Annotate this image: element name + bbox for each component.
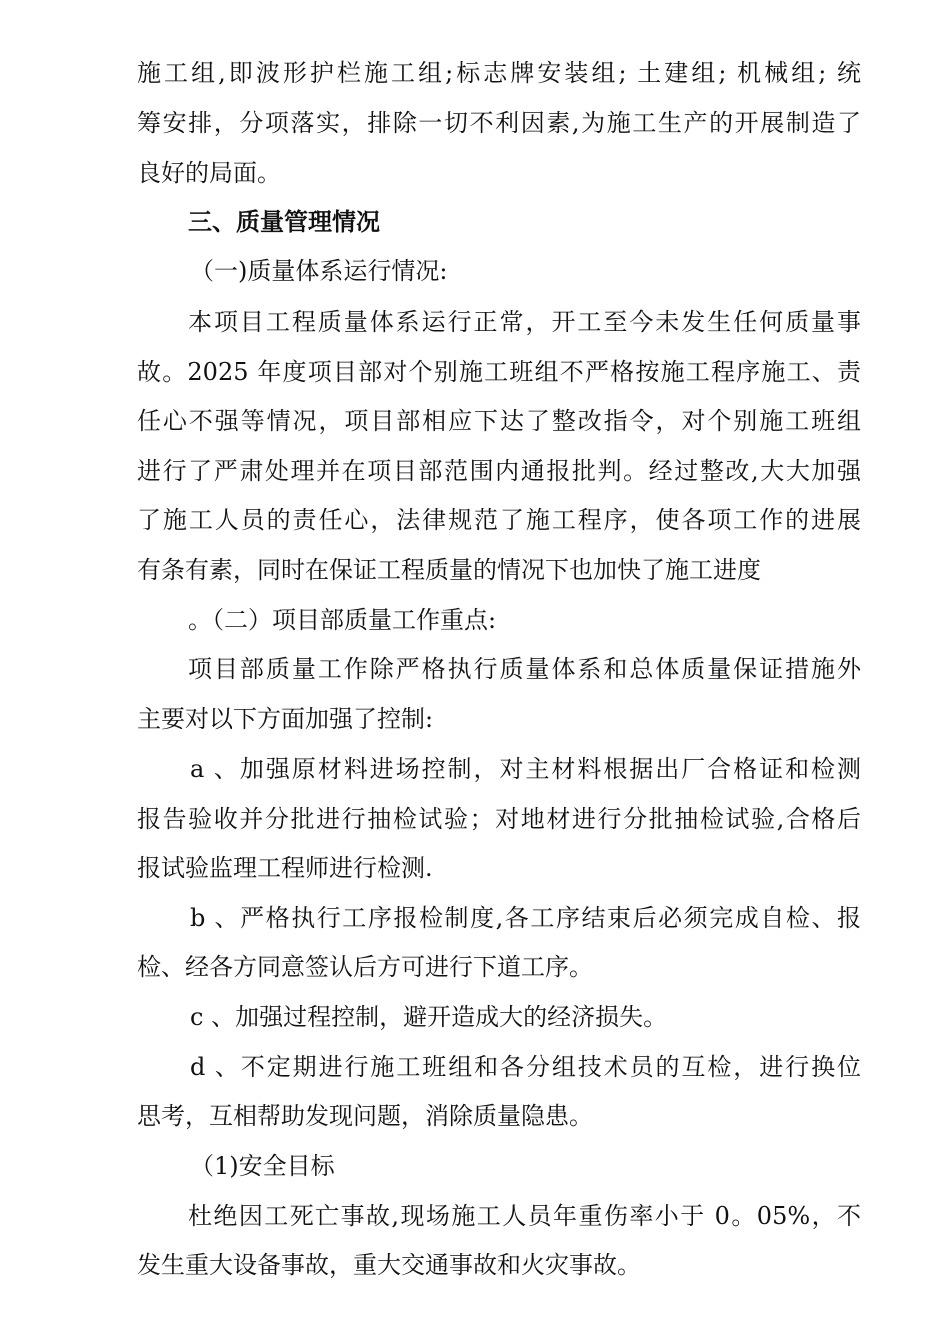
item-d-line-2: 思考，互相帮助发现问题，消除质量隐患。	[137, 1102, 593, 1130]
para2-line-1: 本项目工程质量体系运行正常，开工至今未发生任何质量事	[188, 308, 861, 336]
para2-line-6: 有条有素，同时在保证工程质量的情况下也加快了施工进度	[137, 556, 761, 584]
para1-line-1: 施工组,即波形护栏施工组;标志牌安装组; 土建组; 机械组; 统	[137, 59, 861, 87]
subheading-safety-target: （1)安全目标	[190, 1152, 335, 1180]
item-b-line-1: b 、严格执行工序报检制度,各工序结束后必须完成自检、报	[190, 904, 861, 932]
item-c-line: c 、加强过程控制，避开造成大的经济损失。	[190, 1003, 668, 1031]
subheading-quality-system: （一)质量体系运行情况:	[190, 257, 448, 285]
para4-line-1: 杜绝因工死亡事故,现场施工人员年重伤率小于 0。05%，不	[188, 1202, 861, 1230]
para4-line-2: 发生重大设备事故，重大交通事故和火灾事故。	[137, 1251, 641, 1279]
item-a-line-1: a 、加强原材料进场控制，对主材料根据出厂合格证和检测	[190, 755, 861, 783]
para1-line-3: 良好的局面。	[137, 159, 281, 187]
section-heading-quality: 三、质量管理情况	[188, 207, 380, 236]
para1-line-2: 筹安排，分项落实，排除一切不利因素,为施工生产的开展制造了	[137, 109, 861, 137]
item-d-line-1: d 、不定期进行施工班组和各分组技术员的互检，进行换位	[190, 1053, 861, 1081]
para3-line-2: 主要对以下方面加强了控制:	[137, 705, 434, 733]
item-a-line-3: 报试验监理工程师进行检测.	[137, 854, 433, 882]
item-b-line-2: 检、经各方同意签认后方可进行下道工序。	[137, 953, 593, 981]
subheading-quality-focus: 。（二）项目部质量工作重点:	[188, 606, 497, 634]
para2-line-5: 了施工人员的责任心，法律规范了施工程序，使各项工作的进展	[137, 506, 861, 534]
para3-line-1: 项目部质量工作除严格执行质量体系和总体质量保证措施外	[188, 655, 861, 683]
item-a-line-2: 报告验收并分批进行抽检试验；对地材进行分批抽检试验,合格后	[137, 805, 861, 833]
para2-line-4: 进行了严肃处理并在项目部范围内通报批判。经过整改,大大加强	[137, 457, 861, 485]
para2-line-3: 任心不强等情况，项目部相应下达了整改指令，对个别施工班组	[137, 407, 861, 435]
para2-line-2: 故。2025 年度项目部对个别施工班组不严格按施工程序施工、责	[137, 358, 861, 386]
